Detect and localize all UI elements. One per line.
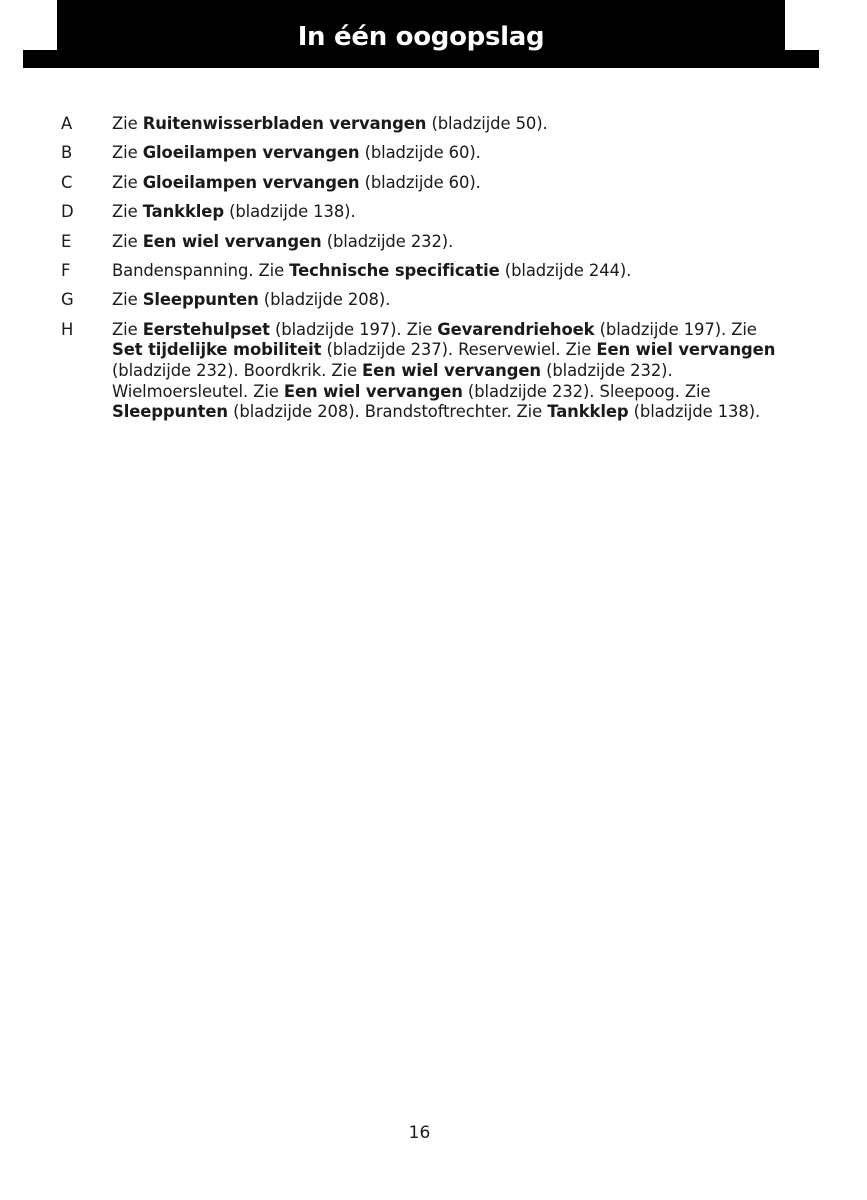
item-link-bold[interactable]: Set tijdelijke mobiliteit (112, 340, 322, 360)
item-link-bold[interactable]: Gloeilampen vervangen (142, 143, 360, 163)
item-text (112, 232, 821, 253)
item-text-plain: (bladzijde 208). Brandstoftrechter. Zie (227, 402, 548, 422)
item-text-plain: (bladzijde 232). (540, 360, 673, 380)
item-text (112, 114, 821, 135)
item-link-bold[interactable]: Een wiel vervangen (362, 360, 541, 380)
item-line (112, 320, 821, 341)
item-letter: E (61, 231, 72, 251)
item-link-bold[interactable]: Tankklep (142, 202, 224, 222)
item-text-plain: Zie (112, 143, 143, 163)
item-link-bold[interactable]: Ruitenwisserbladen vervangen (142, 114, 427, 133)
item-text (112, 202, 821, 223)
page-number: 16 (408, 1123, 431, 1143)
list-item-c (61, 173, 821, 194)
item-text (112, 290, 821, 311)
item-line (112, 361, 821, 382)
item-text-plain: Zie (112, 172, 143, 192)
item-link-bold[interactable]: Sleeppunten (142, 290, 259, 310)
item-link-bold[interactable]: Technische specificatie (289, 260, 500, 280)
list-item-e (61, 232, 821, 253)
item-link-bold[interactable]: Een wiel vervangen (596, 340, 776, 360)
item-text-plain: Zie (112, 202, 143, 222)
item-letter: H (61, 319, 74, 339)
item-letter: C (61, 172, 73, 192)
item-page-ref: (bladzijde 50). (426, 114, 548, 133)
item-text-plain: Zie (112, 290, 143, 310)
list-item-a (61, 114, 821, 135)
item-letter: A (61, 114, 73, 133)
item-text-plain: Zie (112, 319, 143, 339)
item-text-plain: Bandenspanning. Zie (112, 260, 290, 280)
item-page-ref: (bladzijde 232). (321, 231, 454, 251)
item-letter: F (61, 260, 71, 280)
item-text (112, 261, 821, 282)
item-line (112, 402, 821, 423)
item-letter: D (61, 202, 74, 222)
list-item-d (61, 202, 821, 223)
item-link-bold[interactable]: Eerstehulpset (142, 319, 270, 339)
item-text (112, 143, 821, 164)
item-text-plain: Wielmoersleutel. Zie (112, 381, 284, 401)
page-title: In één oogopslag (297, 22, 545, 52)
item-page-ref: (bladzijde 60). (359, 172, 481, 192)
item-text-plain: (bladzijde 197). Zie (269, 319, 438, 339)
item-link-bold[interactable]: Gevarendriehoek (437, 319, 595, 339)
item-link-bold[interactable]: Sleeppunten (112, 402, 228, 422)
item-line (112, 340, 821, 361)
item-page-ref: (bladzijde 60). (359, 143, 481, 163)
item-letter: B (61, 143, 73, 163)
item-text (112, 173, 821, 194)
list-item-b (61, 143, 821, 164)
list-item-g (61, 290, 821, 311)
item-page-ref: (bladzijde 208). (258, 290, 391, 310)
item-text-plain: (bladzijde 232). Sleepoog. Zie (462, 381, 711, 401)
item-text-plain: Zie (112, 231, 143, 251)
item-text-plain: (bladzijde 237). Reservewiel. Zie (321, 340, 597, 360)
list-item-f (61, 261, 821, 282)
item-link-bold[interactable]: Gloeilampen vervangen (142, 172, 360, 192)
item-text-plain: Zie (112, 114, 143, 133)
item-text-plain: (bladzijde 197). Zie (594, 319, 757, 339)
item-link-bold[interactable]: Een wiel vervangen (142, 231, 322, 251)
item-letter: G (61, 290, 74, 310)
list-item-h (61, 320, 821, 423)
item-link-bold[interactable]: Tankklep (547, 402, 629, 422)
item-text (112, 320, 821, 423)
item-page-ref: (bladzijde 138). (223, 202, 356, 222)
item-line (112, 382, 821, 403)
item-link-bold[interactable]: Een wiel vervangen (283, 381, 463, 401)
item-text-plain: (bladzijde 138). (628, 402, 761, 422)
item-text-plain: (bladzijde 232). Boordkrik. Zie (112, 360, 363, 380)
item-page-ref: (bladzijde 244). (499, 260, 632, 280)
reference-list (61, 114, 821, 432)
